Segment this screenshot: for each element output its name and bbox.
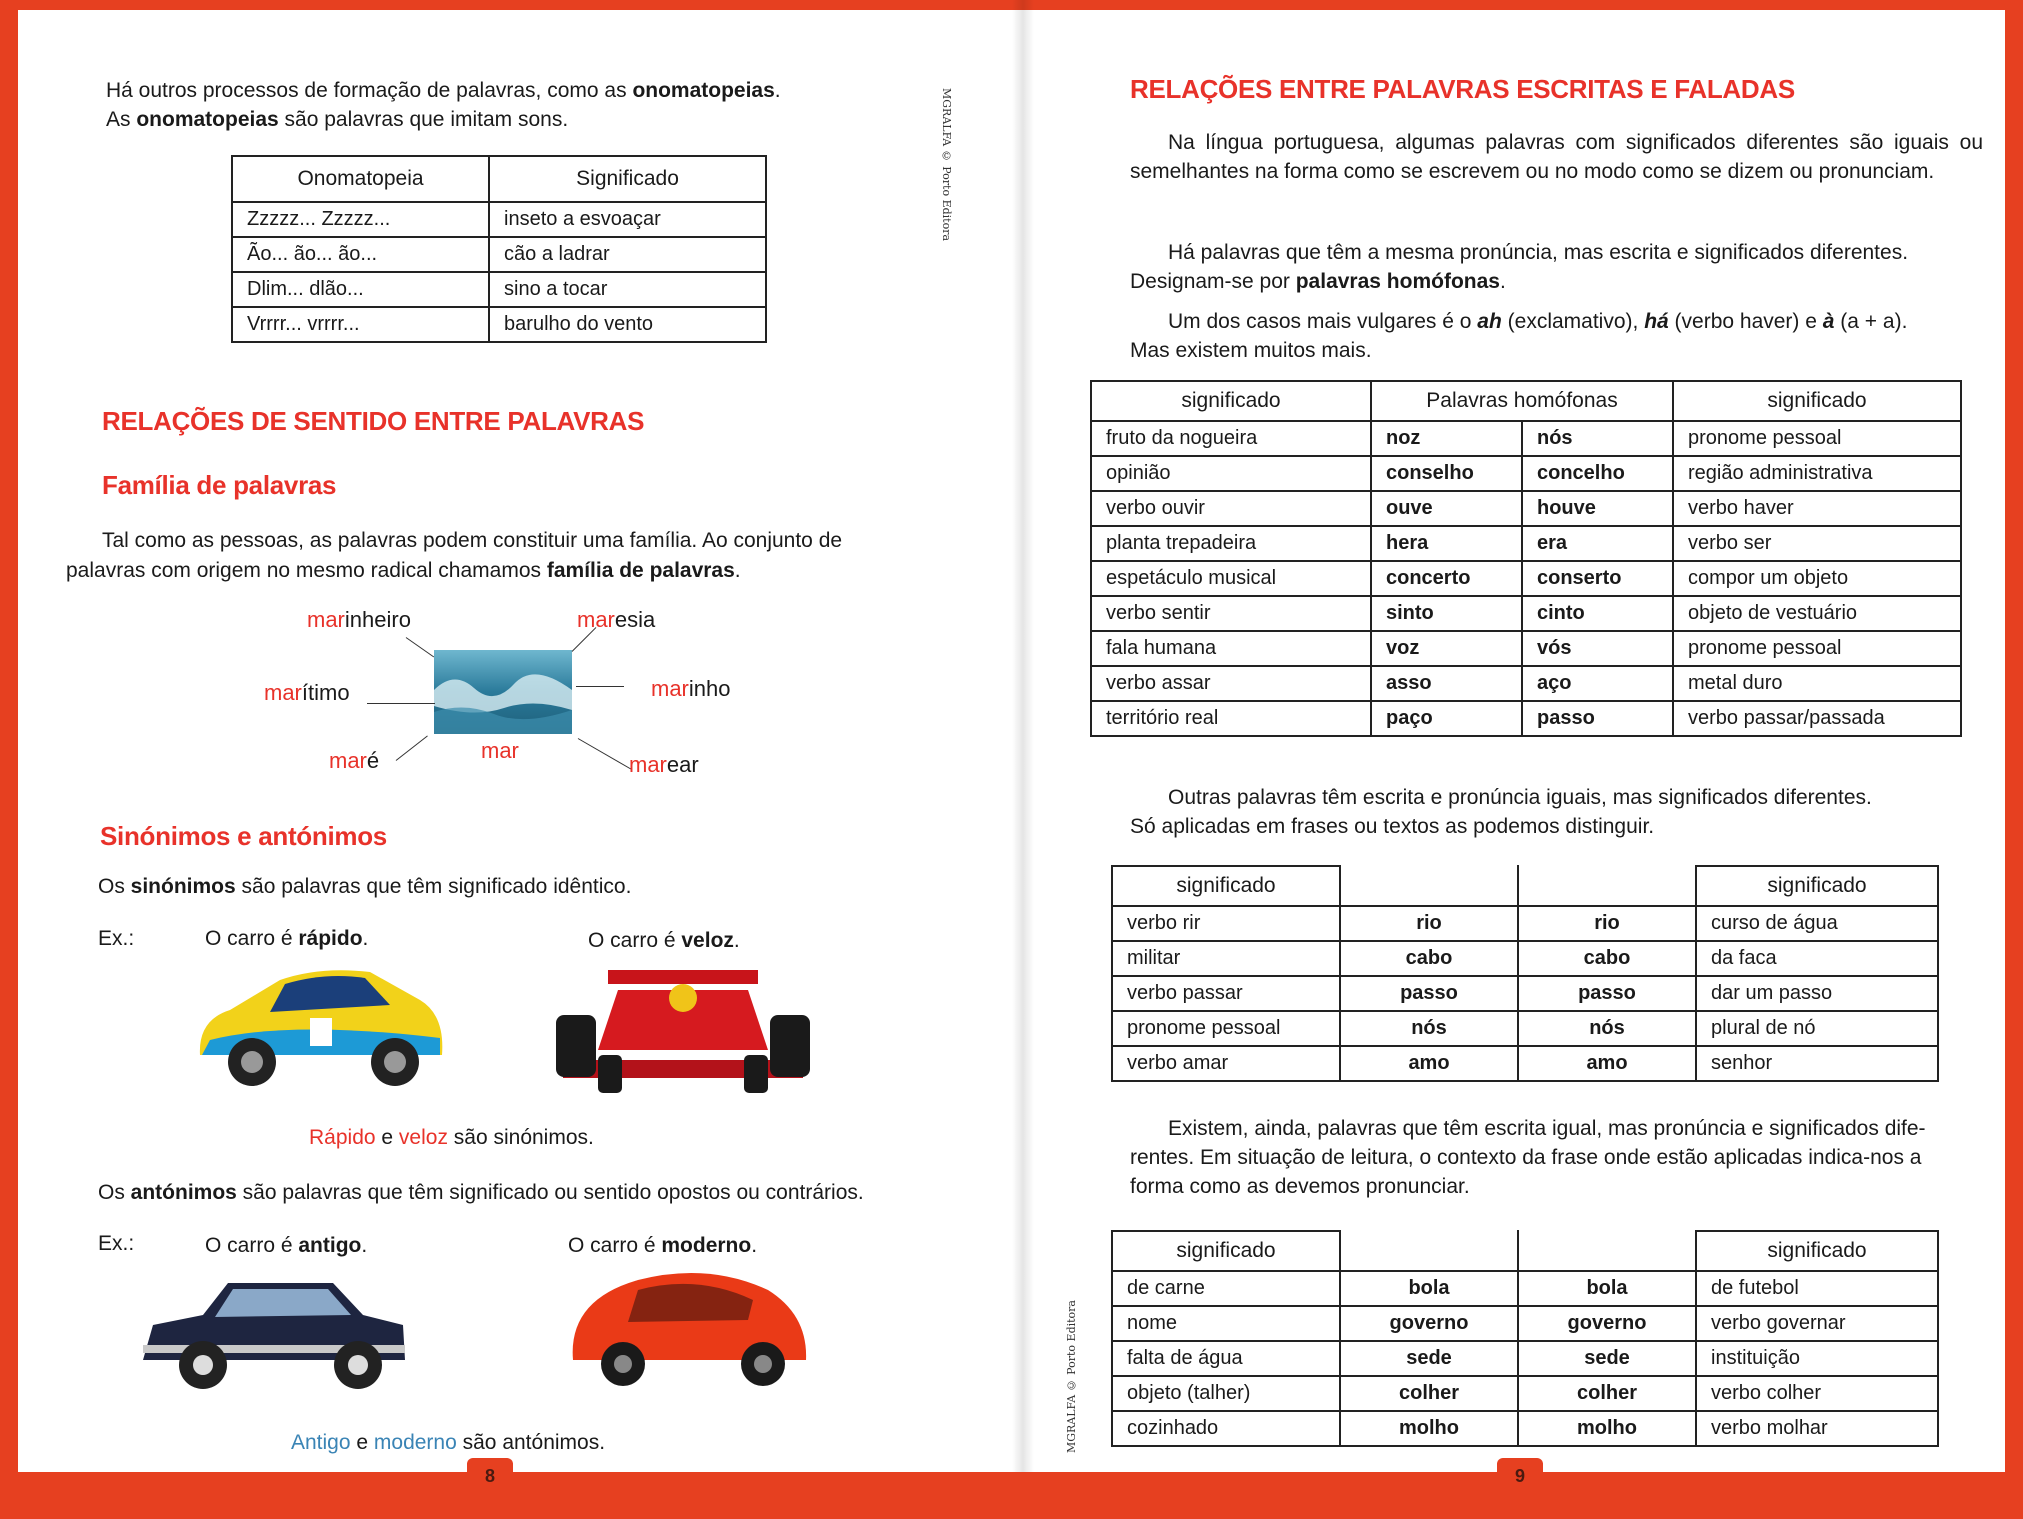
para-2: Há palavras que têm a mesma pronúncia, mas escrita e significados diferentes. Designam-se por palavras homófonas. (1130, 241, 1909, 293)
table-row: fruto da nogueira noz nós pronome pessoal (1091, 421, 1961, 456)
table-header: Onomatopeia (232, 156, 489, 202)
family-word: maré (329, 748, 380, 773)
intro-line-1: Há outros processos de formação de palavras, como as onomatopeias. (106, 79, 781, 102)
family-word: marítimo (264, 680, 350, 705)
sinonimos-title: Sinónimos e antónimos (100, 821, 387, 851)
table-row: planta trepadeira hera era verbo ser (1091, 526, 1961, 561)
antonimo-example-2: O carro é moderno. (568, 1234, 758, 1257)
page-number-left: 8 (467, 1458, 513, 1494)
table-row: pronome pessoal nós nós plural de nó (1112, 1011, 1938, 1046)
table-row: Ão... ão... ão... cão a ladrar (232, 237, 766, 272)
formula-car-image (548, 960, 818, 1100)
para-3: Um dos casos mais vulgares é o ah (exclamativo), há (verbo haver) e à (a + a). Mas existem muitos mais. (1130, 310, 1908, 362)
table-row: verbo sentir sinto cinto objeto de vestuário (1091, 596, 1961, 631)
table-row: verbo ouvir ouve houve verbo haver (1091, 491, 1961, 526)
sinonimo-example-2: O carro é veloz. (588, 929, 740, 952)
table-row: Dlim... dlão... sino a tocar (232, 272, 766, 307)
table-row: nome governo governo verbo governar (1112, 1306, 1938, 1341)
table-header (1518, 866, 1696, 906)
familia-title: Família de palavras (102, 470, 337, 500)
table-row: de carne bola bola de futebol (1112, 1271, 1938, 1306)
table-row: fala humana voz vós pronome pessoal (1091, 631, 1961, 666)
sea-wave-image (434, 650, 572, 734)
table-row: objeto (talher) colher colher verbo colher (1112, 1376, 1938, 1411)
familia-text-line-1: Tal como as pessoas, as palavras podem constituir uma família. Ao conjunto de (102, 529, 843, 552)
ex-label-2: Ex.: (98, 1232, 135, 1255)
modern-car-image (558, 1260, 818, 1400)
table-header (1518, 1231, 1696, 1271)
publisher-note-left: MGRALFA © Porto Editora (940, 88, 953, 242)
antonimos-summary: Antigo e moderno são antónimos. (291, 1431, 606, 1454)
table-row: território real paço passo verbo passar/passada (1091, 701, 1961, 736)
para-1: Na língua portuguesa, algumas palavras com significados diferentes são iguais ou semelhantes na forma como se escrevem ou no modo como se dizem ou pronunciam. (1130, 131, 1983, 183)
publisher-note-right: MGRALFA © Porto Editora (1065, 1300, 1078, 1454)
section-title-sentido: RELAÇÕES DE SENTIDO ENTRE PALAVRAS (102, 406, 645, 436)
left-page (18, 10, 1022, 1472)
para-4: Outras palavras têm escrita e pronúncia iguais, mas significados diferentes. Só aplicadas em frases ou textos as podemos distinguir. (1130, 786, 1872, 838)
table-row: verbo passar passo passo dar um passo (1112, 976, 1938, 1011)
familia-text-line-2: palavras com origem no mesmo radical chamamos família de palavras. (66, 559, 741, 582)
family-word: marinho (651, 676, 731, 701)
family-word: marear (629, 752, 699, 777)
family-word: maresia (577, 607, 656, 632)
table-row: verbo amar amo amo senhor (1112, 1046, 1938, 1081)
homofonas-table (1090, 380, 1962, 737)
table-row: Vrrrr... vrrrr... barulho do vento (232, 307, 766, 342)
table-row: espetáculo musical concerto conserto compor um objeto (1091, 561, 1961, 596)
table-header: significado (1091, 381, 1371, 421)
sinonimo-example-1: O carro é rápido. (205, 927, 369, 950)
table-header: significado (1112, 866, 1340, 906)
ex-label: Ex.: (98, 927, 135, 950)
table-row: militar cabo cabo da faca (1112, 941, 1938, 976)
family-word: mar (481, 738, 519, 763)
table-header: significado (1696, 866, 1938, 906)
book-fold (1012, 0, 1034, 1519)
onomatopeia-table (231, 155, 767, 343)
rally-car-image (190, 960, 450, 1100)
antonimos-definition: Os antónimos são palavras que têm significado ou sentido opostos ou contrários. (98, 1181, 864, 1204)
table-row: cozinhado molho molho verbo molhar (1112, 1411, 1938, 1446)
homonimas-table (1111, 865, 1939, 1082)
intro-line-2: As onomatopeias são palavras que imitam sons. (106, 108, 569, 131)
sinonimos-definition: Os sinónimos são palavras que têm significado idêntico. (98, 875, 632, 898)
sinonimos-summary: Rápido e veloz são sinónimos. (309, 1126, 594, 1149)
table-header: Significado (489, 156, 766, 202)
homografas-table (1111, 1230, 1939, 1447)
antonimo-example-1: O carro é antigo. (205, 1234, 368, 1257)
table-row: Zzzzz... Zzzzz... inseto a esvoaçar (232, 202, 766, 237)
table-row: opinião conselho concelho região administrativa (1091, 456, 1961, 491)
table-header: significado (1696, 1231, 1938, 1271)
table-header (1340, 1231, 1518, 1271)
table-row: falta de água sede sede instituição (1112, 1341, 1938, 1376)
table-header: Palavras homófonas (1371, 381, 1673, 421)
bottom-band (0, 1472, 2023, 1519)
table-row: verbo assar asso aço metal duro (1091, 666, 1961, 701)
page-number-right: 9 (1497, 1458, 1543, 1494)
section-title-escritas: RELAÇÕES ENTRE PALAVRAS ESCRITAS E FALADAS (1130, 74, 1795, 104)
table-header: significado (1673, 381, 1961, 421)
right-page (1019, 10, 2005, 1472)
table-row: verbo rir rio rio curso de água (1112, 906, 1938, 941)
table-header (1340, 866, 1518, 906)
family-word: marinheiro (307, 607, 411, 632)
para-5: Existem, ainda, palavras que têm escrita igual, mas pronúncia e significados dife- rentes. Em situação de leitura, o contexto da frase onde estão aplicadas indica-nos a forma como as devemos pronunciar. (1130, 1117, 1926, 1198)
old-car-image (133, 1265, 413, 1400)
table-header: significado (1112, 1231, 1340, 1271)
